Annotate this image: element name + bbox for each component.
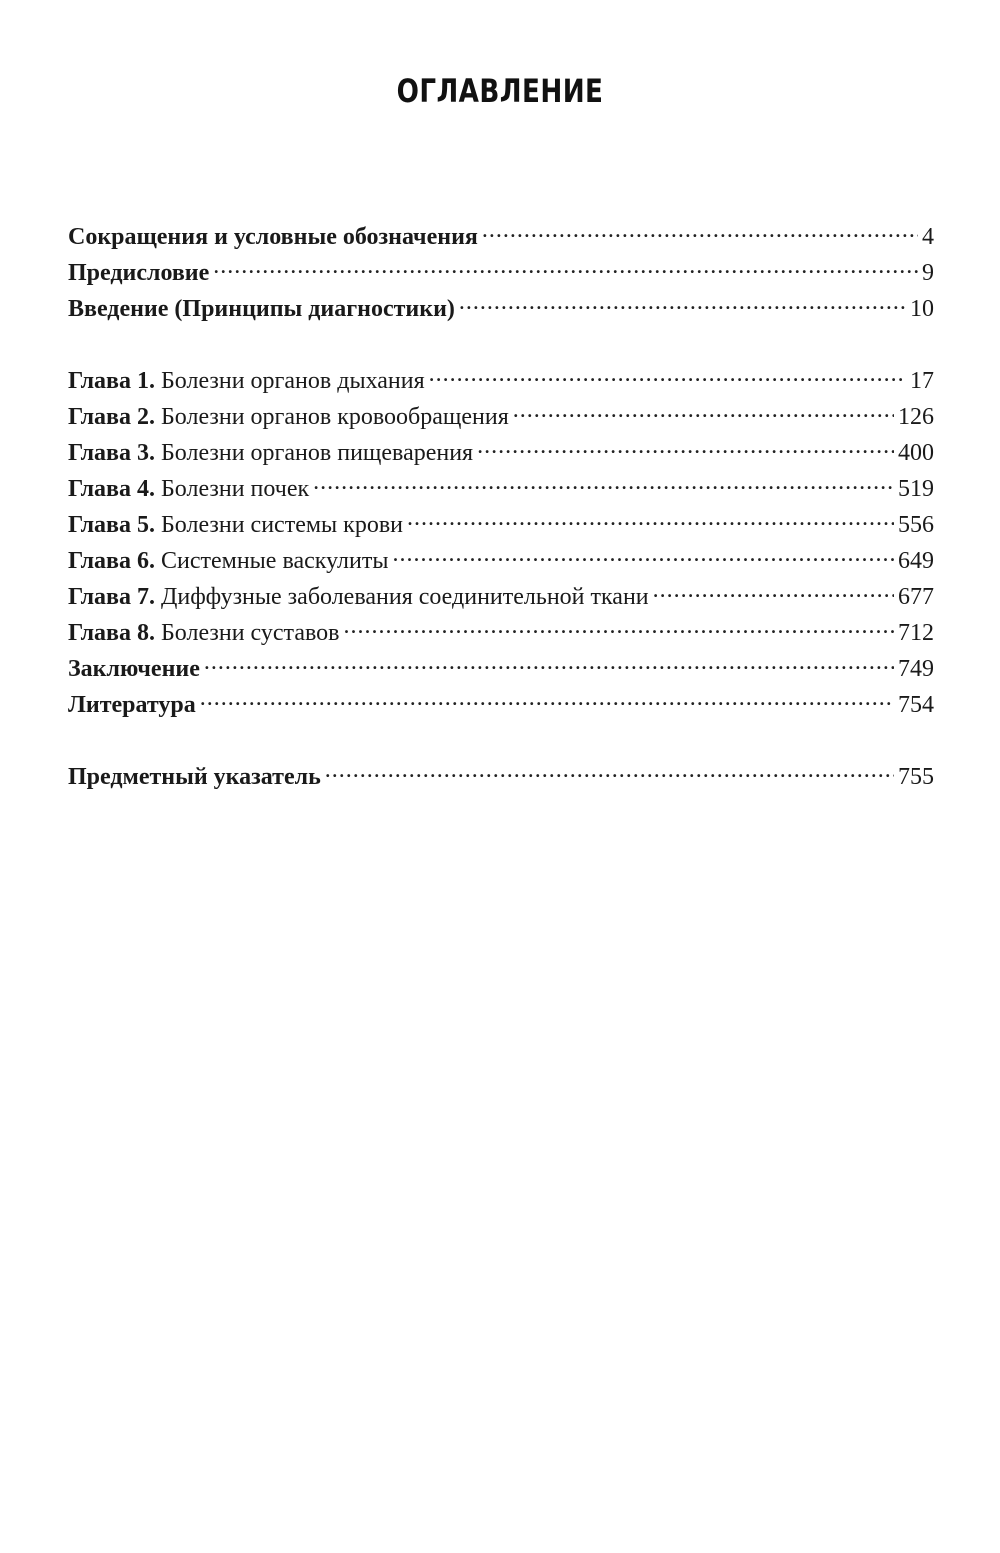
toc-entry-title: Литература: [68, 692, 196, 718]
dot-leader: [477, 436, 894, 460]
toc-entry-preface[interactable]: [68, 256, 934, 288]
toc-page-number: 677: [898, 584, 934, 610]
page-title: ОГЛАВЛЕНИЕ: [396, 72, 604, 110]
toc-entry-title: Диффузные заболевания соединительной ткани: [161, 584, 649, 610]
chapter-number: Глава 8.: [68, 620, 155, 646]
chapter-number: Глава 5.: [68, 512, 155, 538]
dot-leader: [343, 616, 894, 640]
dot-leader: [482, 220, 918, 244]
toc-entry-introduction[interactable]: [68, 292, 934, 324]
dot-leader: [459, 292, 906, 316]
toc-page-number: 649: [898, 548, 934, 574]
toc-entry-abbreviations[interactable]: [68, 220, 934, 252]
toc-entry-title: Сокращения и условные обозначения: [68, 224, 478, 250]
toc-entry-title: Болезни системы крови: [161, 512, 403, 538]
toc-entry-chapter-6[interactable]: [68, 544, 934, 576]
toc-entry-title: Предметный указатель: [68, 764, 321, 790]
toc-entry-chapter-3[interactable]: [68, 436, 934, 468]
toc-entry-title: Болезни органов пищеварения: [161, 440, 474, 466]
toc-entry-chapter-8[interactable]: [68, 616, 934, 648]
toc-entry-title: Предисловие: [68, 260, 210, 286]
toc-entry-title: Болезни органов дыхания: [161, 368, 425, 394]
toc-page-number: 126: [898, 404, 934, 430]
toc-page-number: 519: [898, 476, 934, 502]
dot-leader: [407, 508, 894, 532]
dot-leader: [325, 760, 894, 784]
toc-page-number: 755: [898, 764, 934, 790]
toc-page-number: 400: [898, 440, 934, 466]
chapter-number: Глава 4.: [68, 476, 155, 502]
toc-entry-chapter-2[interactable]: [68, 400, 934, 432]
toc-entry-title: Системные васкулиты: [161, 548, 389, 574]
toc-entry-literature[interactable]: [68, 688, 934, 720]
toc-entry-title: Болезни органов кровообращения: [161, 404, 509, 430]
toc-entry-chapter-7[interactable]: [68, 580, 934, 612]
toc-page-number: 17: [910, 368, 934, 394]
chapter-number: Глава 6.: [68, 548, 155, 574]
chapter-number: Глава 1.: [68, 368, 155, 394]
toc-page-number: 712: [898, 620, 934, 646]
toc-page-number: 4: [922, 224, 934, 250]
dot-leader: [653, 580, 894, 604]
toc-page-number: 10: [910, 296, 934, 322]
toc-page-number: 749: [898, 656, 934, 682]
toc-page-number: 754: [898, 692, 934, 718]
toc-entry-chapter-4[interactable]: [68, 472, 934, 504]
toc-entry-title: Болезни почек: [161, 476, 310, 502]
chapter-number: Глава 7.: [68, 584, 155, 610]
toc-entry-title: Введение (Принципы диагностики): [68, 296, 455, 322]
dot-leader: [392, 544, 894, 568]
chapter-number: Глава 3.: [68, 440, 155, 466]
toc-entry-subject-index[interactable]: [68, 760, 934, 792]
toc-entry-conclusion[interactable]: [68, 652, 934, 684]
dot-leader: [204, 652, 894, 676]
chapter-number: Глава 2.: [68, 404, 155, 430]
dot-leader: [200, 688, 894, 712]
dot-leader: [213, 256, 918, 280]
toc-entry-title: Заключение: [68, 656, 200, 682]
toc-entry-chapter-1[interactable]: [68, 364, 934, 396]
toc-entry-chapter-5[interactable]: [68, 508, 934, 540]
dot-leader: [429, 364, 906, 388]
dot-leader: [313, 472, 894, 496]
dot-leader: [513, 400, 894, 424]
toc-page-number: 9: [922, 260, 934, 286]
toc-page-number: 556: [898, 512, 934, 538]
toc-entry-title: Болезни суставов: [161, 620, 340, 646]
